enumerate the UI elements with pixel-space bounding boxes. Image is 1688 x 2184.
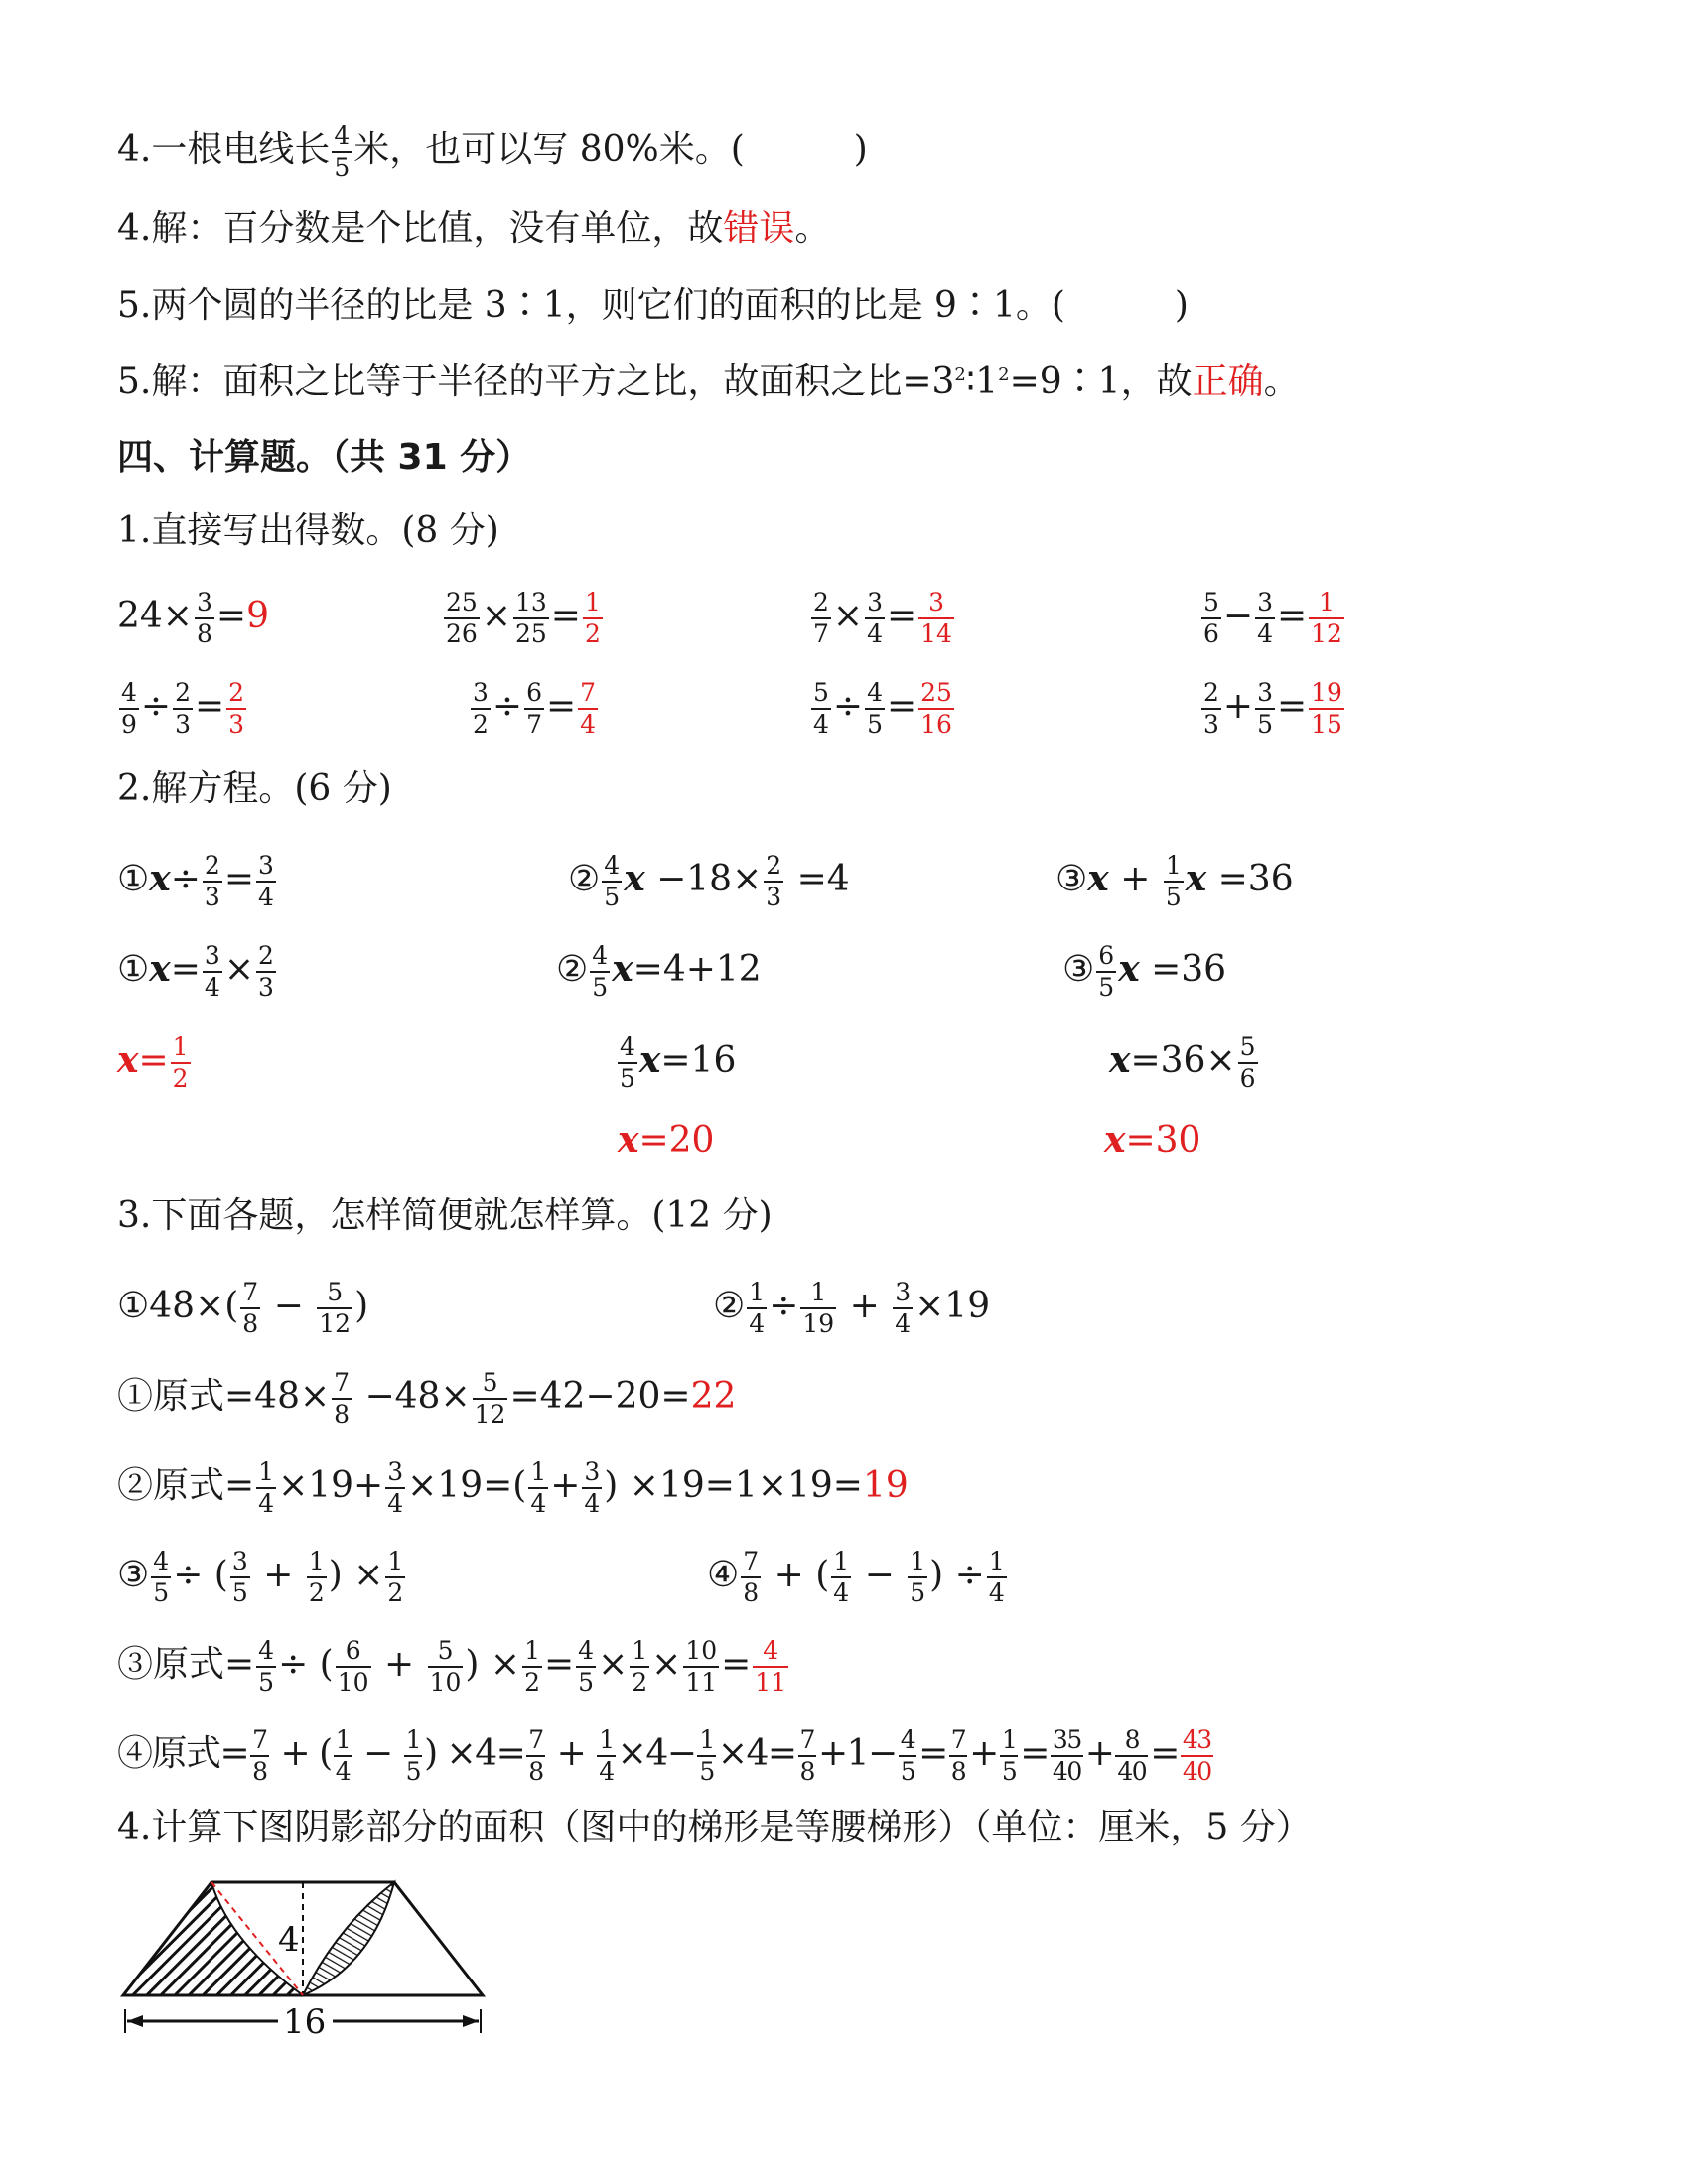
part-1-title: 1.直接写出得数。(8 分)	[117, 510, 499, 551]
trapezoid-figure	[119, 1866, 496, 2035]
right-shaded-segment	[303, 1882, 394, 1995]
part-4-title: 4.计算下图阴影部分的面积（图中的梯形是等腰梯形）（单位：厘米，5 分）	[117, 1807, 1312, 1847]
calc-1-3: $\frac{2}{7}$ × $\frac{3}{4}$ = $\frac{3}{14}$	[813, 588, 952, 648]
solution-3-result: x=30	[1104, 1119, 1201, 1160]
simplify-4: ④ $\frac{7}{8}$ + ( $\frac{1}{4}$ − $\frac{1}{5}$ ) ÷ $\frac{1}{4}$	[707, 1547, 1005, 1607]
solution-1-result: x= $\frac{1}{2}$	[117, 1032, 189, 1093]
question-5: 5.两个圆的半径的比是 3∶1，则它们的面积的比是 9∶1。( )	[117, 285, 1189, 326]
simplify-1-answer: ①原式=48× $\frac{7}{8}$ −48× $\frac{5}{12}$ =42−20=22	[117, 1368, 737, 1429]
solution-2-result: x=20	[618, 1119, 715, 1160]
simplify-3-answer: ③原式= $\frac{4}{5}$ ÷ ( $\frac{6}{10}$ + $\frac{5}{10}$ ) × $\frac{1}{2}$ = $\frac{4}{5}$ × $\frac{1}{2}$ × $\frac{10}{11}$ = $\frac{4}{11}$	[117, 1636, 787, 1697]
calc-2-4: $\frac{2}{3}$ + $\frac{3}{5}$ = $\frac{19}{15}$	[1203, 678, 1342, 739]
simplify-1: ①48×( $\frac{7}{8}$ − $\frac{5}{12}$ )	[117, 1278, 369, 1338]
solution-1-step1: ①x= $\frac{3}{4}$ × $\frac{2}{3}$	[117, 941, 274, 1002]
left-shaded-triangle	[123, 1882, 303, 1995]
part-3-title: 3.下面各题，怎样简便就怎样算。(12 分)	[117, 1195, 773, 1236]
calc-2-2: $\frac{3}{2}$ ÷ $\frac{6}{7}$ = $\frac{7}{4}$	[473, 678, 597, 739]
calc-1-4: $\frac{5}{6}$ − $\frac{3}{4}$ = $\frac{1}{12}$	[1203, 588, 1342, 648]
simplify-2-answer: ②原式= $\frac{1}{4}$ ×19+ $\frac{3}{4}$ ×19=( $\frac{1}{4}$ + $\frac{3}{4}$ ) ×19=1×19=19	[117, 1457, 909, 1518]
solution-3-step1: ③ $\frac{6}{5}$ x =36	[1062, 941, 1227, 1002]
simplify-4-answer: ④原式= $\frac{7}{8}$ + ( $\frac{1}{4}$ − $\frac{1}{5}$ ) ×4= $\frac{7}{8}$ + $\frac{1}{4}$ ×4− $\frac{1}{5}$ ×4= $\frac{7}{8}$ +1− $\frac{4}{5}$ = $\frac{7}{8}$ + $\frac{1}{5}$ = $\frac{35}{40}$ + $\frac{8}{40}$ = $\frac{43}{40}$	[117, 1725, 1211, 1786]
equation-3: ③x + $\frac{1}{5}$ x =36	[1055, 851, 1294, 911]
solution-3-step2: x=36× $\frac{5}{6}$	[1109, 1032, 1256, 1093]
section-4-title: 四、计算题。（共 31 分）	[117, 437, 532, 478]
equation-1: ①x÷ $\frac{2}{3}$ = $\frac{3}{4}$	[117, 851, 274, 911]
height-label: 4	[278, 1920, 300, 1960]
calc-2-1: $\frac{4}{9}$ ÷ $\frac{2}{3}$ = $\frac{2}{3}$	[121, 678, 245, 739]
calc-1-2: $\frac{25}{26}$ × $\frac{13}{25}$ = $\frac{1}{2}$	[446, 588, 601, 648]
answer-5: 5.解：面积之比等于半径的平方之比，故面积之比$=3^2∶1^2=9∶1$，故正确。	[117, 361, 1300, 402]
simplify-2: ② $\frac{1}{4}$ ÷ $\frac{1}{19}$ + $\frac{3}{4}$ ×19	[713, 1278, 991, 1338]
calc-1-1: 24× $\frac{3}{8}$ =9	[117, 588, 269, 648]
solution-2-step1: ② $\frac{4}{5}$ x=4+12	[556, 941, 762, 1002]
calc-2-3: $\frac{5}{4}$ ÷ $\frac{4}{5}$ = $\frac{25}{16}$	[813, 678, 952, 739]
part-2-title: 2.解方程。(6 分)	[117, 768, 392, 809]
simplify-3: ③ $\frac{4}{5}$ ÷ ( $\frac{3}{5}$ + $\frac{1}{2}$ ) × $\frac{1}{2}$	[117, 1547, 404, 1607]
equation-2: ② $\frac{4}{5}$ x −18× $\frac{2}{3}$ =4	[568, 851, 850, 911]
solution-2-step2: $\frac{4}{5}$ x=16	[620, 1032, 737, 1093]
answer-4: 4.解：百分数是个比值，没有单位，故错误。	[117, 208, 831, 249]
question-4: 4.一根电线长 $\frac{4}{5}$ 米，也可以写 80%米。( )	[117, 121, 868, 182]
width-label: 16	[283, 2002, 327, 2035]
